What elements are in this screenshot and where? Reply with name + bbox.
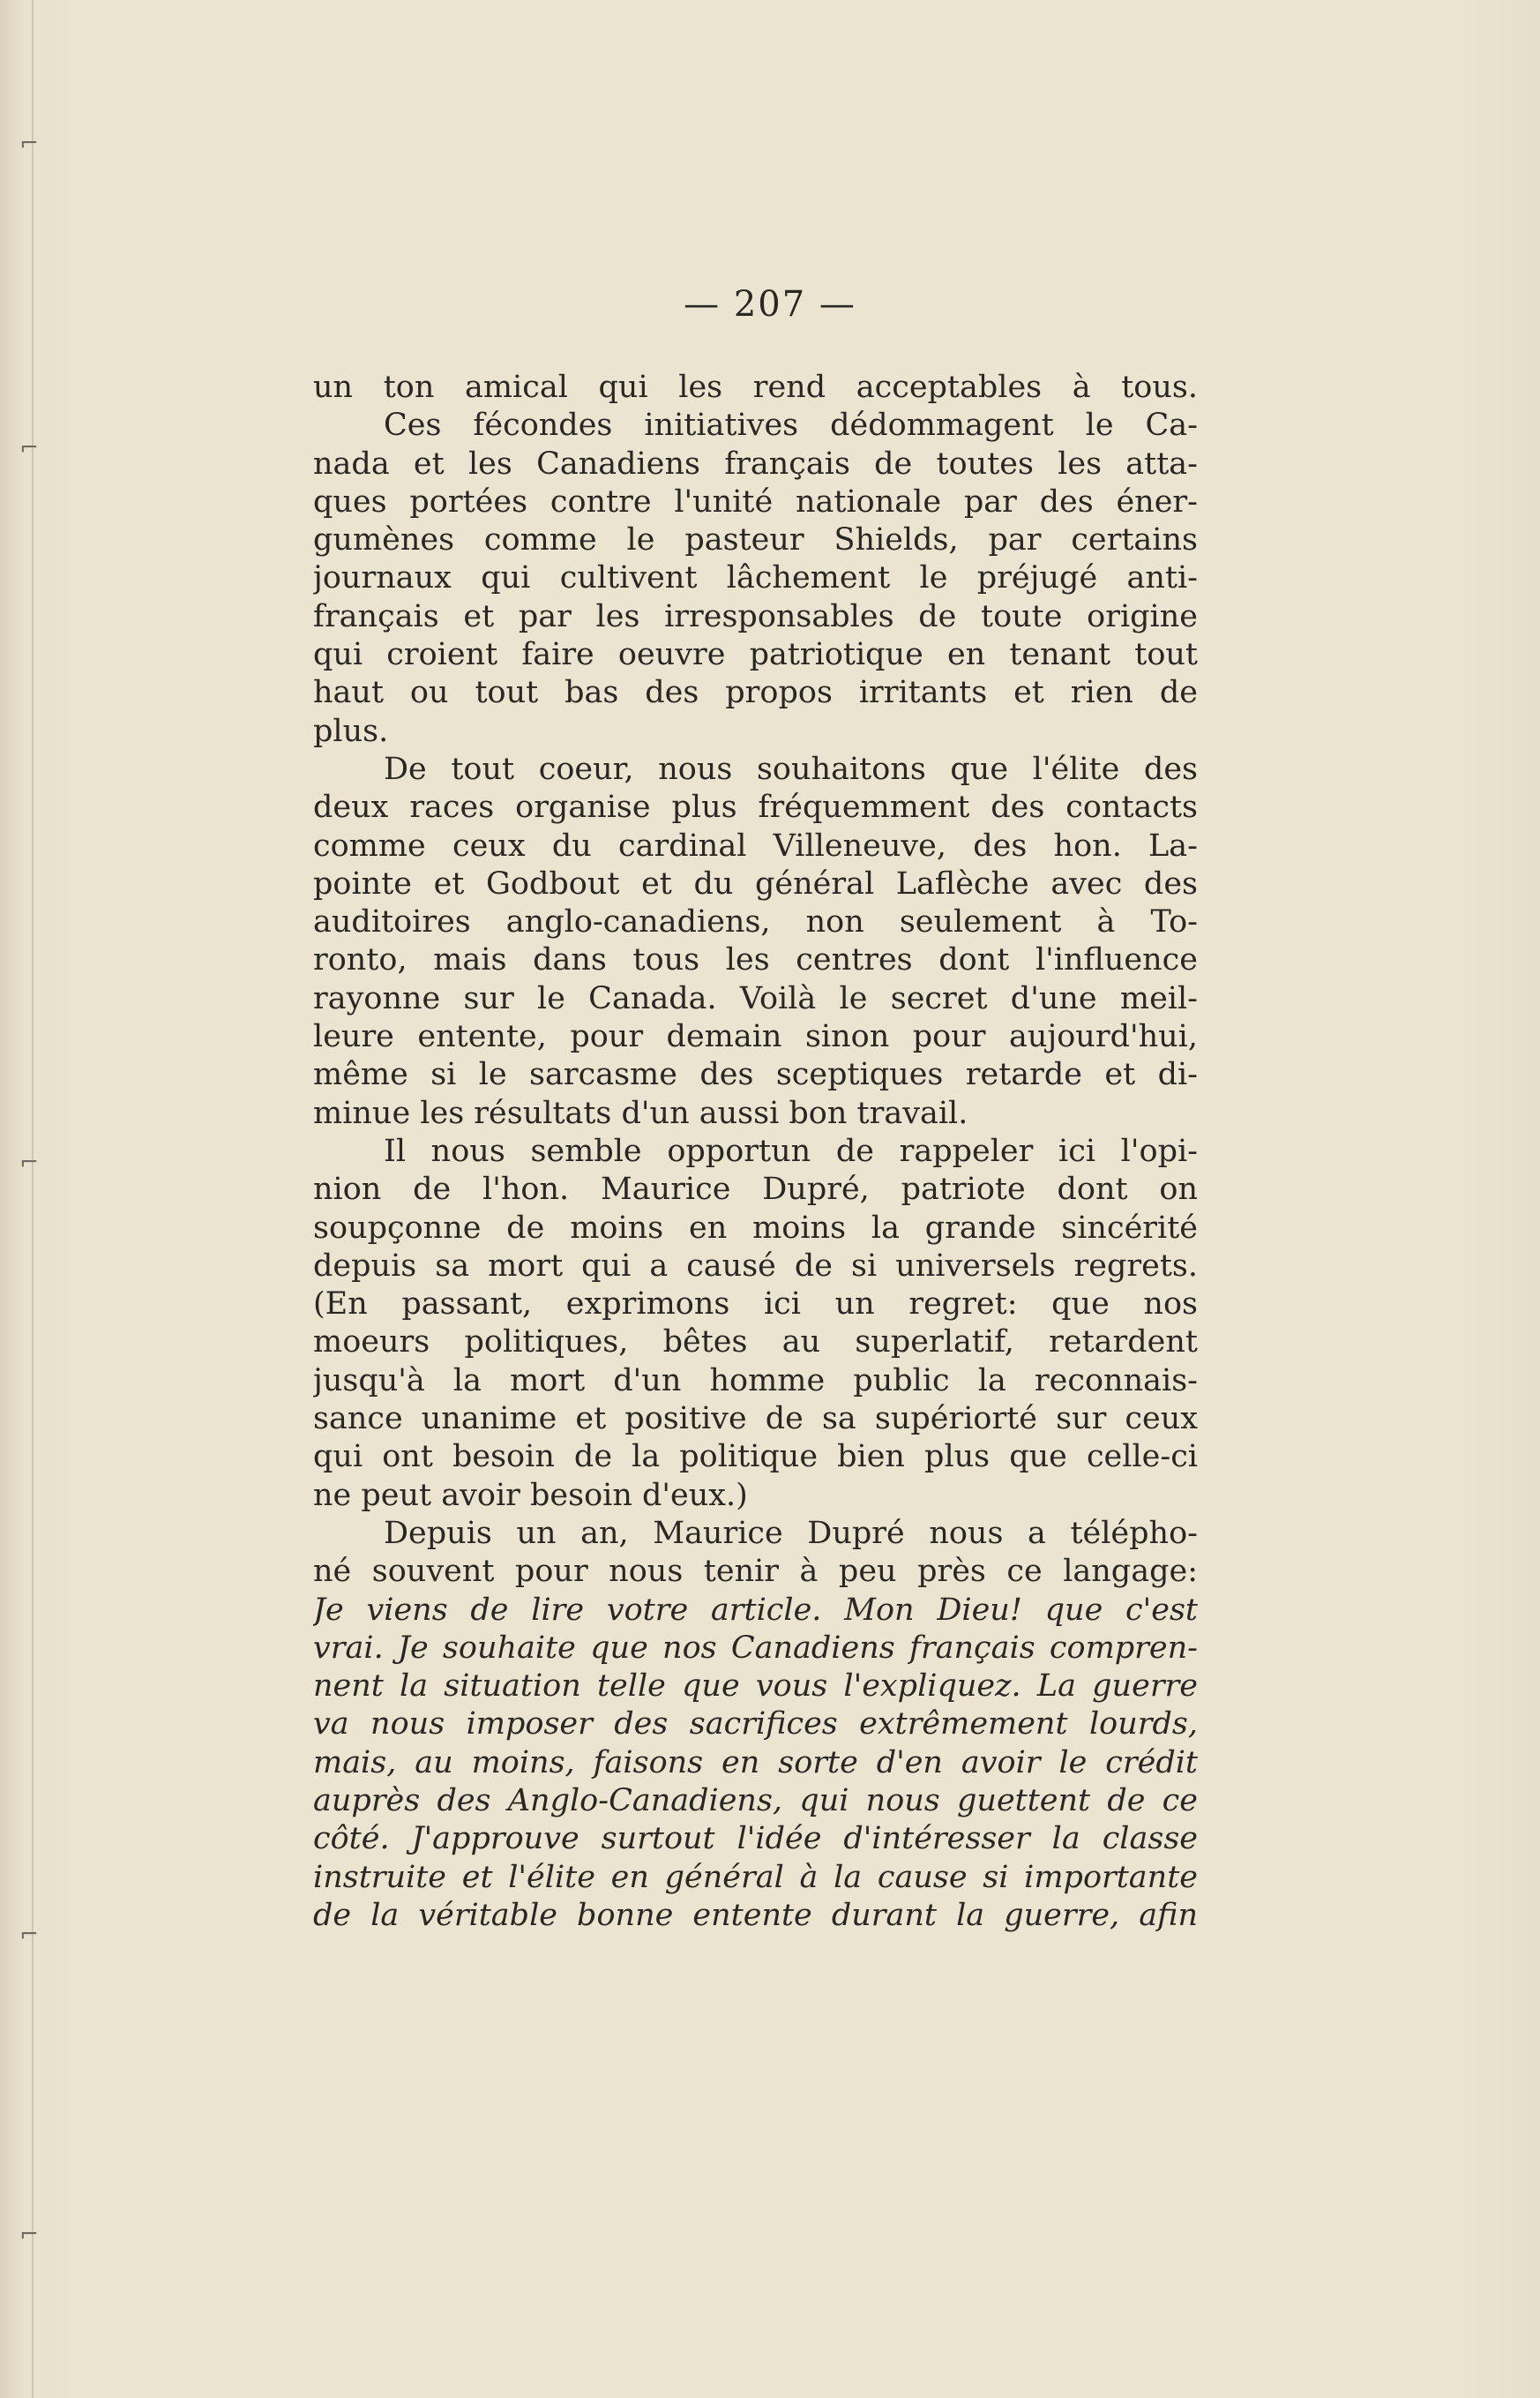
text-line: côté. J'approuve surtout l'idée d'intéresser la classe xyxy=(313,1821,1198,1857)
text-line: (En passant, exprimons ici un regret: que nos xyxy=(313,1286,1198,1323)
text-line: français et par les irresponsables de toute origine xyxy=(313,598,1198,634)
text-line: même si le sarcasme des sceptiques retarde et di- xyxy=(313,1057,1198,1093)
text-line: ques portées contre l'unité nationale par des éner- xyxy=(313,483,1198,520)
text-line: De tout coeur, nous souhaitons que l'élite des xyxy=(384,751,1198,787)
margin-mark: ⌐ xyxy=(19,1150,39,1176)
text-line: moeurs politiques, bêtes au superlatif, retardent xyxy=(313,1324,1198,1360)
margin-mark: ⌐ xyxy=(19,435,39,461)
text-line: plus. xyxy=(313,713,389,749)
text-line: gumènes comme le pasteur Shields, par certains xyxy=(313,522,1198,558)
text-line: vrai. Je souhaite que nos Canadiens français compren- xyxy=(313,1630,1198,1666)
text-line: ronto, mais dans tous les centres dont l'influence xyxy=(313,942,1198,978)
text-line: né souvent pour nous tenir à peu près ce langage: xyxy=(313,1554,1198,1590)
text-line: pointe et Godbout et du général Laflèche avec des xyxy=(313,866,1198,902)
text-line: mais, au moins, faisons en sorte d'en avoir le crédit xyxy=(313,1744,1198,1780)
margin-mark: ⌐ xyxy=(19,2222,39,2248)
margin-mark: ⌐ xyxy=(19,131,39,157)
text-line: minue les résultats d'un aussi bon travail. xyxy=(313,1095,968,1131)
text-line: Je viens de lire votre article. Mon Dieu! que c'est xyxy=(313,1592,1198,1628)
text-line: va nous imposer des sacrifices extrêmement lourds, xyxy=(313,1706,1198,1742)
text-line: ne peut avoir besoin d'eux.) xyxy=(313,1477,748,1513)
text-line: nent la situation telle que vous l'expliquez. La guerre xyxy=(313,1668,1198,1705)
text-line: auditoires anglo-canadiens, non seulement à To- xyxy=(313,904,1198,940)
text-line: nada et les Canadiens français de toutes les atta- xyxy=(313,446,1198,482)
text-line: comme ceux du cardinal Villeneuve, des hon. La- xyxy=(313,828,1198,864)
text-line: sance unanime et positive de sa supériorté sur ceux xyxy=(313,1401,1198,1437)
text-line: deux races organise plus fréquemment des contacts xyxy=(313,790,1198,826)
binding-edge xyxy=(32,0,34,2398)
text-line: haut ou tout bas des propos irritants et rien de xyxy=(313,675,1198,711)
text-line: nion de l'hon. Maurice Dupré, patriote dont on xyxy=(313,1172,1198,1208)
text-line: jusqu'à la mort d'un homme public la reconnais- xyxy=(313,1362,1198,1398)
text-line: un ton amical qui les rend acceptables à tous. xyxy=(313,370,1198,405)
text-line: journaux qui cultivent lâchement le préjugé anti- xyxy=(313,560,1198,596)
page-number: — 207 — xyxy=(684,284,856,325)
text-line: Il nous semble opportun de rappeler ici l'opi- xyxy=(384,1133,1198,1169)
text-line: rayonne sur le Canada. Voilà le secret d'une meil- xyxy=(313,980,1198,1016)
text-line: instruite et l'élite en général à la cause si importante xyxy=(313,1859,1198,1895)
text-line: qui croient faire oeuvre patriotique en tenant tout xyxy=(313,637,1198,673)
text-line: Depuis un an, Maurice Dupré nous a télépho- xyxy=(384,1515,1198,1551)
text-line: qui ont besoin de la politique bien plus que celle-ci xyxy=(313,1439,1198,1475)
text-line: Ces fécondes initiatives dédommagent le Ca- xyxy=(384,408,1198,444)
text-line: auprès des Anglo-Canadiens, qui nous guettent de ce xyxy=(313,1782,1198,1818)
margin-mark: ⌐ xyxy=(19,1922,39,1948)
text-line: leure entente, pour demain sinon pour aujourd'hui, xyxy=(313,1019,1198,1055)
text-line: de la véritable bonne entente durant la guerre, afin xyxy=(313,1897,1198,1933)
body-text xyxy=(313,369,1198,1935)
text-line: depuis sa mort qui a causé de si universels regrets. xyxy=(313,1248,1198,1284)
text-line: soupçonne de moins en moins la grande sincérité xyxy=(313,1210,1198,1246)
